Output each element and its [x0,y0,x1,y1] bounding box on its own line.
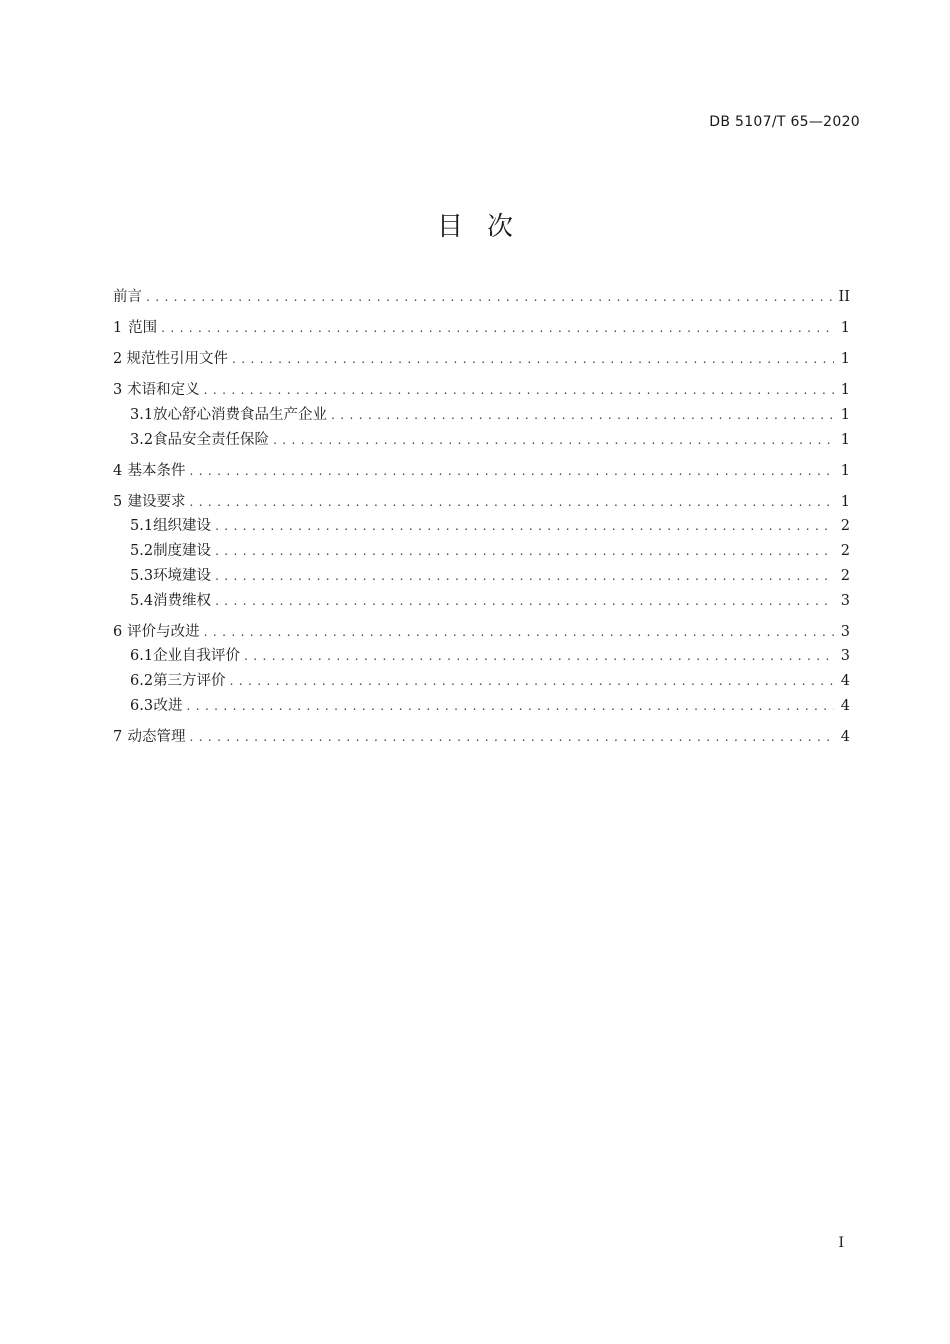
toc-entry-6[interactable] [113,620,850,645]
toc-entry-label: 企业自我评价 [153,648,241,665]
toc-entry-page: 3 [840,592,850,609]
toc-entry-3-2[interactable] [113,428,850,453]
table-of-contents [113,285,850,750]
toc-entry-label: 食品安全责任保险 [153,431,270,448]
toc-entry-label: 环境建设 [153,567,212,584]
toc-entry-number: 6 [113,623,123,640]
toc-entry-1[interactable] [113,316,850,341]
toc-entry-4[interactable] [113,459,850,484]
toc-entry-number: 5.1 [130,518,154,535]
toc-leader-dots [204,625,834,639]
toc-entry-5[interactable] [113,490,850,515]
toc-entry-label: 第三方评价 [153,673,226,690]
toc-entry-page: 3 [840,648,850,665]
toc-entry-page: 1 [840,431,850,448]
toc-leader-dots [189,464,834,478]
toc-entry-page: 1 [840,381,850,398]
toc-entry-page: 2 [840,518,850,535]
toc-entry-number: 5.3 [130,567,154,584]
toc-entry-2[interactable] [113,347,850,372]
toc-entry-label: 范围 [128,319,158,336]
toc-leader-dots [215,594,834,608]
toc-leader-dots [189,730,834,744]
toc-entry-label: 消费维权 [153,592,212,609]
toc-entry-page: 1 [840,406,850,423]
toc-entry-page: 2 [840,567,850,584]
toc-leader-dots [215,544,834,558]
toc-entry-label: 组织建设 [153,518,212,535]
toc-entry-6-1[interactable] [113,644,850,669]
toc-leader-dots [331,408,834,422]
toc-entry-6-2[interactable] [113,669,850,694]
toc-entry-number: 6.3 [130,698,154,715]
toc-entry-page: 4 [840,729,850,746]
toc-leader-dots [244,649,834,663]
toc-entry-label: 动态管理 [127,729,186,746]
toc-entry-label: 规范性引用文件 [126,350,229,367]
toc-entry-number: 3.1 [130,406,154,423]
toc-entry-label: 改进 [153,698,183,715]
toc-leader-dots [186,699,834,713]
toc-entry-number: 5 [113,493,123,510]
toc-entry-page: 1 [840,493,850,510]
toc-entry-page: 1 [840,319,850,336]
toc-leader-dots [273,433,834,447]
page-title: 目次 [436,212,537,242]
toc-entry-label: 术语和定义 [127,381,200,398]
toc-entry-number: 6.2 [130,673,154,690]
toc-entry-label: 前言 [113,289,142,305]
toc-entry-label: 基本条件 [127,462,186,479]
toc-leader-dots [230,674,834,688]
toc-entry-5-4[interactable] [113,589,850,614]
toc-entry-7[interactable] [113,725,850,750]
toc-entry-number: 5.2 [130,543,154,560]
document-code: DB 5107/T 65—2020 [709,114,860,130]
toc-entry-page: 3 [840,623,850,640]
toc-entry-page: 1 [840,462,850,479]
toc-entry-6-3[interactable] [113,694,850,719]
toc-entry-5-1[interactable] [113,514,850,539]
toc-entry-number: 7 [113,729,123,746]
toc-leader-dots [189,495,834,509]
toc-entry-foreword[interactable] [113,285,850,310]
toc-entry-3-1[interactable] [113,403,850,428]
toc-entry-label: 制度建设 [153,543,212,560]
toc-entry-label: 建设要求 [127,493,186,510]
toc-entry-number: 3.2 [130,431,154,448]
toc-leader-dots [215,519,834,533]
toc-entry-number: 2 [113,350,123,367]
toc-entry-page: II [838,289,850,305]
toc-entry-number: 3 [113,381,123,398]
toc-entry-label: 评价与改进 [127,623,200,640]
toc-entry-page: 1 [840,350,850,367]
toc-entry-page: 2 [840,543,850,560]
toc-entry-number: 5.4 [130,592,154,609]
page-number: I [838,1235,844,1251]
toc-entry-5-3[interactable] [113,564,850,589]
toc-entry-page: 4 [840,698,850,715]
toc-entry-number: 6.1 [130,648,154,665]
toc-entry-number: 1 [113,319,123,336]
toc-entry-5-2[interactable] [113,539,850,564]
toc-entry-3[interactable] [113,378,850,403]
toc-entry-label: 放心舒心消费食品生产企业 [153,406,328,423]
toc-entry-number: 4 [113,462,123,479]
toc-entry-page: 4 [840,673,850,690]
toc-leader-dots [232,352,834,366]
toc-leader-dots [161,321,834,335]
toc-leader-dots [204,383,834,397]
toc-leader-dots [215,569,834,583]
toc-leader-dots [146,290,834,304]
